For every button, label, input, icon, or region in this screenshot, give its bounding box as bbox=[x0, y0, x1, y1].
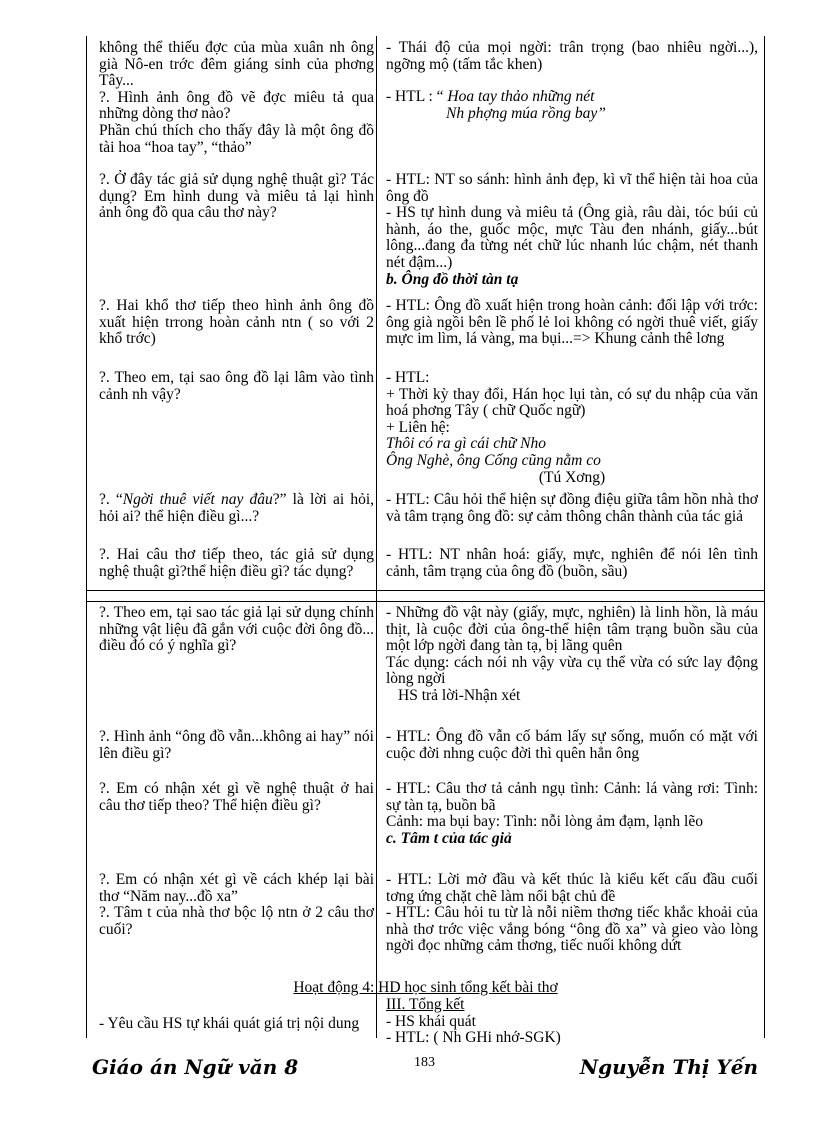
row9-right-text-2: Cảnh: ma bụi bay: Tình: nỗi lòng ảm đạm, lạnh lẽo bbox=[386, 813, 703, 831]
row9-answer bbox=[386, 781, 758, 847]
row1-right-quote bbox=[386, 89, 758, 106]
row2-question bbox=[99, 172, 374, 222]
row1-right-quote-line1: Hoa tay thảo những nét bbox=[447, 88, 595, 106]
row2-right-text-2: - HS tự hình dung và miêu tả (Ông già, râu dài, tóc búi củ hành, áo the, guốc mộc, mực Tàu đen nhánh, giấy...bút lông...đang đa từng nét chữ lúc nhanh lúc chậm, nét thanh nét đậm...) bbox=[386, 204, 758, 271]
row7-right-text-1: - Những đồ vật này (giấy, mực, nghiên) là linh hồn, là máu thịt, là cuộc đời của ông-thể hiện tâm trạng buồn sầu của một lớp ngời đang tàn tạ, bị lãng quên bbox=[386, 604, 758, 655]
page-footer bbox=[0, 1055, 816, 1085]
row3-answer bbox=[386, 298, 758, 348]
row11-question bbox=[99, 1016, 374, 1033]
row5-left-text bbox=[99, 492, 374, 525]
section-iii-heading: III. Tổng kết bbox=[386, 996, 465, 1013]
page-break-line-2 bbox=[86, 601, 765, 602]
row5-answer bbox=[386, 492, 758, 525]
row3-question bbox=[99, 298, 374, 348]
row6-right-text-1: - HTL: NT nhân hoá: giấy, mực, nghiên để nói lên tình cảnh, tâm trạng của ông đồ (buồn, sầu) bbox=[386, 546, 758, 580]
row4-right-text-1: - HTL: bbox=[386, 369, 430, 386]
row11-right-text-1: - HS khái quát bbox=[386, 1012, 476, 1030]
row4-right-text-3: + Liên hệ: bbox=[386, 418, 450, 436]
row4-answer bbox=[386, 370, 758, 486]
row2-answer bbox=[386, 172, 758, 288]
row1-right-htl: - HTL : “ bbox=[386, 88, 444, 106]
row7-answer bbox=[386, 605, 758, 705]
activity-heading: Hoạt động 4: HD học sinh tổng kết bài thơ bbox=[293, 979, 558, 996]
row11-right-text-2: - HTL: ( Nh GHi nhớ-SGK) bbox=[386, 1029, 561, 1047]
row9-right-text-1: - HTL: Câu thơ tả cảnh ngụ tình: Cảnh: lá vàng rơi: Tình: sự tàn tạ, buồn bã bbox=[386, 780, 758, 814]
row7-left-text-1: ?. Theo em, tại sao tác giả lại sử dụng chính những vật liệu đã gắn với cuộc đời ông đồ... điều đó có ý nghĩa gì? bbox=[99, 604, 374, 655]
section-c-heading: c. Tâm t của tác giả bbox=[386, 829, 512, 847]
row9-question bbox=[99, 781, 374, 814]
poem-author: (Tú Xơng) bbox=[538, 468, 606, 486]
row3-right-text-1: - HTL: Ông đồ xuất hiện trong hoàn cảnh: đối lập với trớc: ông già ngồi bên lề phố lẻ loi không có ngời thuê viết, giấy mực im lìm, lá vàng, ma bụi...=> Khung cảnh thê lơng bbox=[386, 297, 758, 348]
row10-right-text-1: - HTL: Lời mở đầu và kết thúc là kiểu kết cấu đầu cuối tơng ứng chặt chẽ làm nổi bật chủ đề bbox=[386, 871, 758, 905]
row10-question bbox=[99, 872, 374, 938]
row7-right-text-2: Tác dụng: cách nói nh vậy vừa cụ thể vừa có sức lay động lòng ngời bbox=[386, 653, 758, 688]
row7-right-text-3: HS trả lời-Nhận xét bbox=[398, 686, 521, 704]
poem-line-2: Ông Nghè, ông Cống cũng nằm co bbox=[386, 451, 601, 469]
column-divider bbox=[376, 36, 377, 1038]
footer-title: Giáo án Ngữ văn 8 bbox=[92, 1055, 299, 1079]
row10-left-text-1: ?. Em có nhận xét gì về cách khép lại bài thơ “Năm nay...đồ xa” bbox=[99, 871, 374, 905]
row6-left-text-1: ?. Hai câu thơ tiếp theo, tác giả sử dụng nghệ thuật gì?thể hiện điều gì? tác dụng? bbox=[99, 546, 374, 580]
lesson-table bbox=[86, 36, 765, 1047]
row3-left-text-1: ?. Hai khổ thơ tiếp theo hình ảnh ông đồ xuất hiện trrong hoàn cảnh ntn ( so với 2 khổ trớc) bbox=[99, 297, 374, 348]
row5-right-text-1: - HTL: Câu hỏi thể hiện sự đồng điệu giữa tâm hồn nhà thơ và tâm trạng ông đồ: sự cảm thông chân thành của tác giả bbox=[386, 491, 758, 525]
row6-question bbox=[99, 547, 374, 580]
section-b-heading: b. Ông đồ thời tàn tạ bbox=[386, 270, 519, 288]
row5-left-suffix: ?” là lời ai hỏi, hỏi ai? thể hiện điều gì...? bbox=[99, 491, 374, 525]
row10-left-text-2: ?. Tâm t của nhà thơ bộc lộ ntn ở 2 câu thơ cuối? bbox=[99, 904, 374, 938]
row2-left-text-1: ?. Ở đây tác giả sử dụng nghệ thuật gì? Tác dụng? Em hình dung và miêu tả lại hình ảnh ông đồ qua câu thơ này? bbox=[99, 171, 374, 222]
row1-question bbox=[99, 40, 374, 156]
poem-line-1: Thôi có ra gì cái chữ Nho bbox=[386, 435, 547, 453]
row4-left-text-1: ?. Theo em, tại sao ông đồ lại lâm vào tình cảnh nh vậy? bbox=[99, 369, 374, 403]
page-break-line bbox=[86, 590, 765, 591]
row5-question bbox=[99, 492, 374, 525]
row5-left-quote: Ngời thuê viết nay đâu bbox=[122, 491, 273, 508]
page-number: 183 bbox=[414, 1055, 435, 1070]
row1-right-text-1: - Thái độ của mọi ngời: trân trọng (bao nhiêu ngời...), ngỡng mộ (tấm tắc khen) bbox=[386, 39, 758, 73]
table-border-right bbox=[764, 36, 765, 1038]
row2-right-text-1: - HTL: NT so sánh: hình ảnh đẹp, kì vĩ thể hiện tài hoa của ông đồ bbox=[386, 171, 758, 205]
row8-answer bbox=[386, 729, 758, 762]
row7-question bbox=[99, 605, 374, 655]
row10-answer bbox=[386, 872, 758, 955]
footer-author: Nguyễn Thị Yến bbox=[579, 1055, 758, 1079]
row4-right-text-2: + Thời kỳ thay đổi, Hán học lụi tàn, có sự du nhập của văn hoá phơng Tây ( chữ Quốc ngữ) bbox=[386, 385, 758, 420]
row11-left-text-1: - Yêu cầu HS tự khái quát giá trị nội dung bbox=[99, 1015, 360, 1032]
row1-right-quote-line2: Nh phợng múa rồng bay” bbox=[446, 104, 606, 122]
row8-left-text-1: ?. Hình ảnh “ông đồ vẫn...không ai hay” nói lên điều gì? bbox=[99, 728, 374, 762]
table-border-left bbox=[86, 36, 87, 1038]
row5-left-prefix: ?. “ bbox=[99, 491, 123, 508]
row1-answer bbox=[386, 40, 758, 122]
row1-left-text-2: ?. Hình ảnh ông đồ vẽ đợc miêu tả qua những dòng thơ nào? bbox=[99, 88, 374, 123]
row9-left-text-1: ?. Em có nhận xét gì về nghệ thuật ở hai câu thơ tiếp theo? Thể hiện điều gì? bbox=[99, 780, 374, 814]
row6-answer bbox=[386, 547, 758, 580]
row10-right-text-2: - HTL: Câu hỏi tu từ là nỗi niềm thơng tiếc khắc khoải của nhà thơ trớc việc vắng bóng “ông đồ xa” và gieo vào lòng ngời đọc những cảm thơng, tiếc nuối không dứt bbox=[386, 904, 758, 955]
row8-question bbox=[99, 729, 374, 762]
row1-left-text-3: Phần chú thích cho thấy đây là một ông đồ tài hoa “hoa tay”, “thảo” bbox=[99, 121, 374, 156]
row1-left-text-1: không thể thiếu đợc của mùa xuân nh ông già Nô-en trớc đêm giáng sinh của phơng Tây... bbox=[99, 39, 374, 90]
row4-question bbox=[99, 370, 374, 403]
row11-answer bbox=[386, 997, 758, 1047]
row8-right-text-1: - HTL: Ông đồ vẫn cố bám lấy sự sống, muốn có mặt với cuộc đời nhng cuộc đời thì quên hẳn ông bbox=[386, 728, 758, 762]
